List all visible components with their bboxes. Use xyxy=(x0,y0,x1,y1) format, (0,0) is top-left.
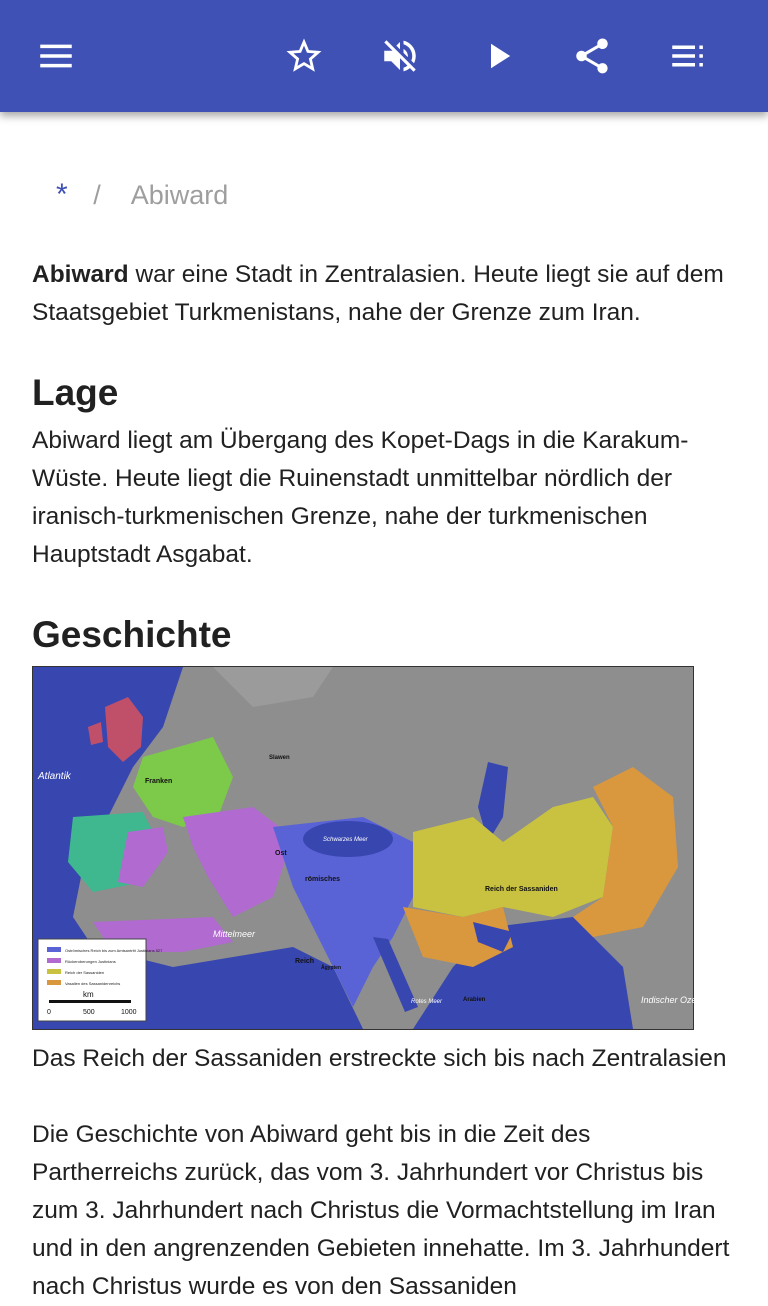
map-label-schwarzes-meer: Schwarzes Meer xyxy=(323,837,368,843)
scale-unit: km xyxy=(83,990,94,999)
legend-swatch-sassanid xyxy=(47,969,61,974)
map-label-arabien: Arabien xyxy=(463,997,486,1003)
section-lage-paragraph: Abiward liegt am Übergang des Kopet-Dags in die Karakum-Wüste. Heute liegt die Ruinenstadt unmittelbar nördlich der iranisch-turkmenischen Grenze, nahe der turkmenischen Hauptstadt Asgabat. xyxy=(32,427,689,568)
volume-off-icon xyxy=(379,35,421,77)
legend-item-vassals: Vasallen des Sassanidenreichs xyxy=(65,981,121,986)
legend-swatch-vassals xyxy=(47,980,61,985)
share-icon xyxy=(571,35,613,77)
legend-item-eastern-roman: Oströmisches Reich bis zum Amtsantritt Justinians 527 xyxy=(65,948,163,953)
section-geschichte-paragraph: Die Geschichte von Abiward geht bis in die Zeit des Partherreichs zurück, das vom 3. Jahrhundert vor Christus bis zum 3. Jahrhundert nach Christus die Vormachtstellung im Iran und in den angrenzenden Gebieten innehatte. Im 3. Jahrhundert nach Christus wurde es von den Sassaniden xyxy=(32,1121,730,1300)
intro-term: Abiward xyxy=(32,261,129,288)
intro-paragraph xyxy=(32,256,736,332)
scale-bar xyxy=(49,1000,131,1003)
section-heading-lage: Lage xyxy=(32,372,119,413)
menu-icon xyxy=(35,35,77,77)
map-label-aegypten: Ägypten xyxy=(321,965,341,971)
breadcrumb xyxy=(56,178,228,212)
legend-swatch-justinian xyxy=(47,958,61,963)
scale-tick-500: 500 xyxy=(83,1009,95,1016)
map-label-roemisches: römisches xyxy=(305,876,341,883)
map-label-franken: Franken xyxy=(145,778,173,785)
sassanid-empire-map[interactable] xyxy=(32,666,707,1030)
menu-button[interactable] xyxy=(28,28,84,84)
favorite-button[interactable] xyxy=(276,28,332,84)
play-button[interactable] xyxy=(470,28,526,84)
map-label-reich: Reich xyxy=(295,958,315,965)
map-label-reich-sassaniden: Reich der Sassaniden xyxy=(485,886,558,893)
map-label-ost: Ost xyxy=(275,850,287,857)
star-outline-icon xyxy=(283,35,325,77)
app-toolbar xyxy=(0,0,768,112)
breadcrumb-separator: / xyxy=(93,180,101,210)
intro-text: war eine Stadt in Zentralasien. Heute liegt sie auf dem Staatsgebiet Turkmenistans, nahe der Grenze zum Iran. xyxy=(32,261,724,326)
map-label-mittelmeer: Mittelmeer xyxy=(213,929,256,939)
section-heading-geschichte: Geschichte xyxy=(32,614,232,655)
breadcrumb-current: Abiward xyxy=(130,180,229,210)
table-of-contents-button[interactable] xyxy=(660,28,716,84)
list-icon xyxy=(667,35,709,77)
share-button[interactable] xyxy=(564,28,620,84)
mute-button[interactable] xyxy=(372,28,428,84)
legend-item-sassanid: Reich der Sassaniden xyxy=(65,970,105,975)
legend-swatch-eastern-roman xyxy=(47,947,61,952)
play-icon xyxy=(477,35,519,77)
map-label-atlantik: Atlantik xyxy=(38,771,71,782)
scale-tick-0: 0 xyxy=(47,1009,51,1016)
map-label-indischer-ozean: Indischer Ozean xyxy=(641,995,707,1005)
scale-tick-1000: 1000 xyxy=(121,1009,137,1016)
map-label-slawen: Slawen xyxy=(269,755,290,761)
breadcrumb-home-link[interactable]: * xyxy=(56,178,68,211)
map-graphic xyxy=(33,667,707,1029)
map-label-rotes-meer: Rotes Meer xyxy=(411,999,443,1005)
image-caption: Das Reich der Sassaniden erstreckte sich bis nach Zentralasien xyxy=(32,1045,727,1072)
legend-item-justinian: Rückeroberungen Justinians xyxy=(65,959,116,964)
map-legend xyxy=(38,939,163,1021)
